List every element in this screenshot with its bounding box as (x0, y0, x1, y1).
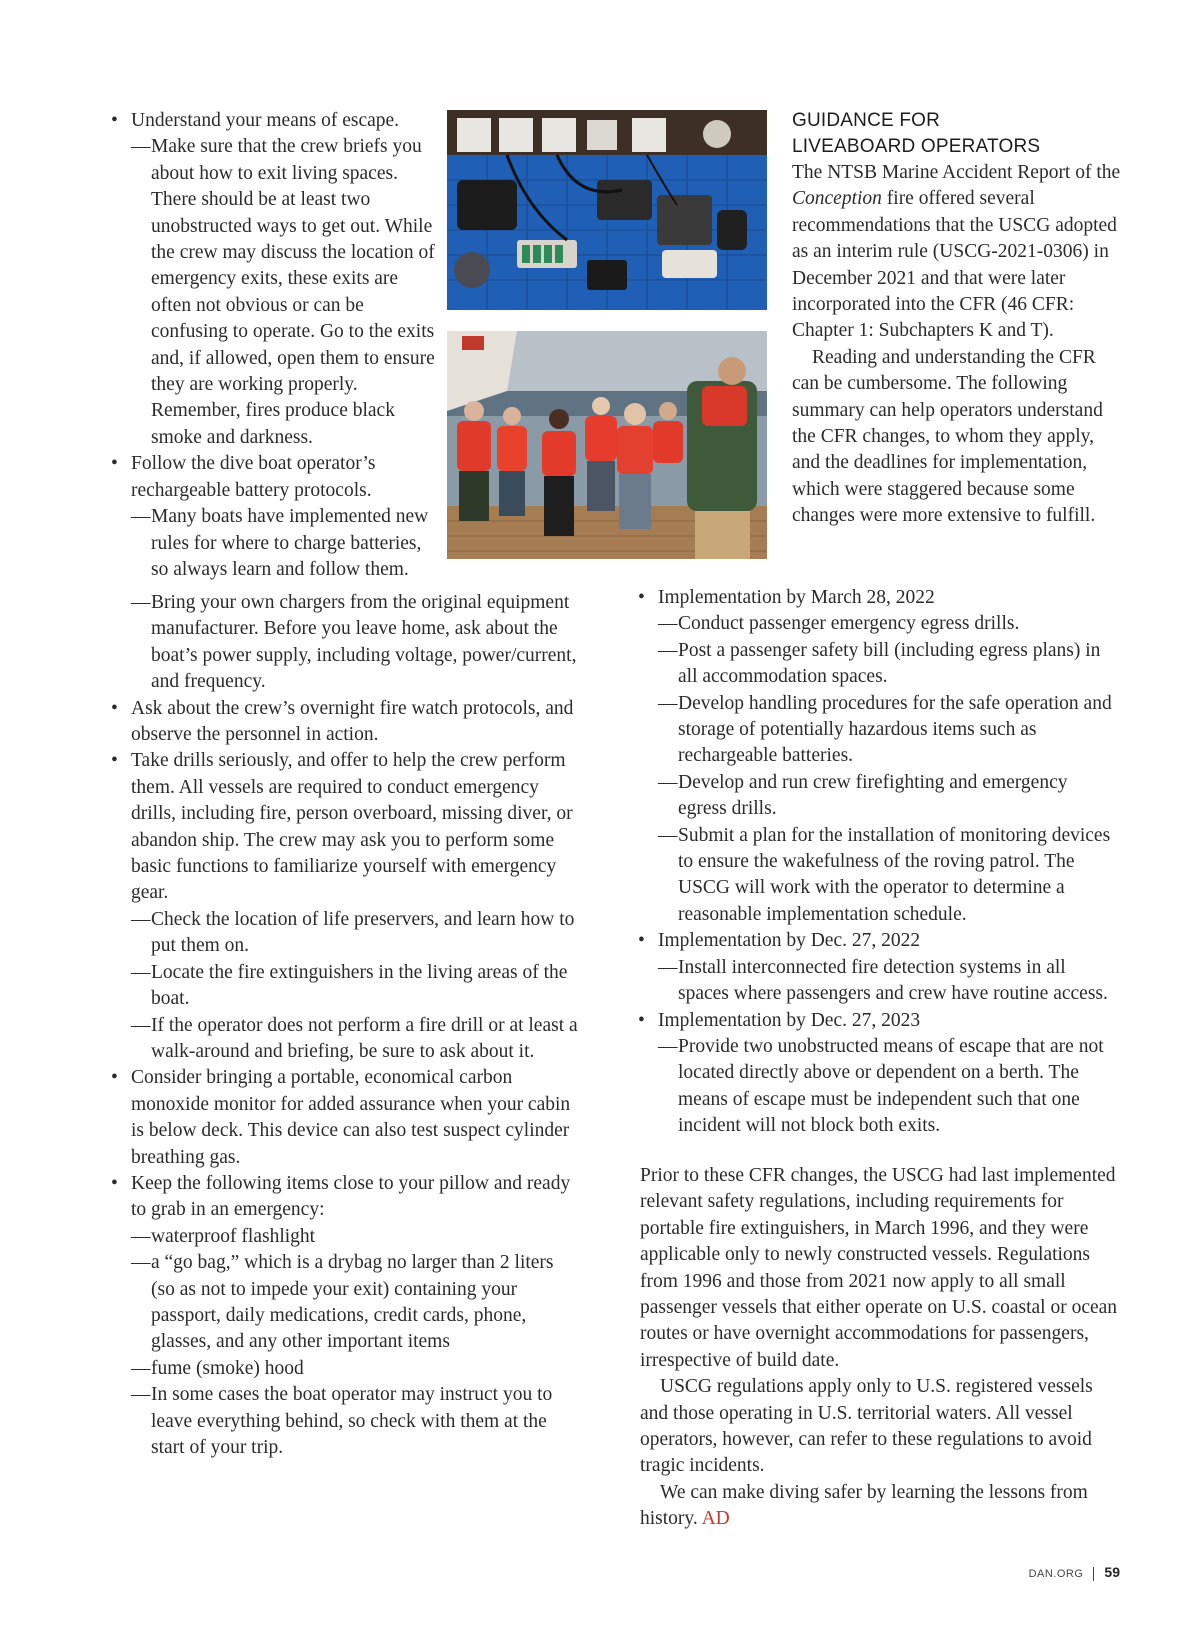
implementation-date: Implementation by Dec. 27, 2023 (658, 1009, 921, 1031)
closing-para3-text: We can make diving safer by learning the lessons from history. (640, 1481, 1088, 1530)
list-item (111, 108, 441, 451)
sub-item: — Submit a plan for the installation of monitoring devices to ensure the wakefulness of the roving patrol. The USCG will work with the operator to determine a reasonable implementation schedule. (658, 823, 1118, 929)
sub-item: — Many boats have implemented new rules for where to charge batteries, so always learn and follow them. (131, 504, 441, 583)
implementation-item (638, 1008, 1118, 1140)
item-text: Ask about the crew’s overnight fire watch protocols, and observe the personnel in action. (131, 697, 574, 746)
sub-list (131, 590, 581, 696)
sub-item: — Make sure that the crew briefs you about how to exit living spaces. There should be at least two unobstructed ways to get out. While the crew may discuss the location of emergency exits, these exits are often not obvious or can be confusing to operate. Go to the exits and, if allowed, open them to ensure they are working properly. Remember, fires produce black smoke and darkness. (131, 134, 441, 451)
sub-item: — Provide two unobstructed means of escape that are not located directly above or dependent on a berth. The means of escape must be independent such that one incident will not block both exits. (658, 1034, 1118, 1140)
sub-item: — Post a passenger safety bill (including egress plans) in all accommodation spaces. (658, 638, 1118, 691)
end-mark: AD (701, 1508, 730, 1530)
sub-item: — Develop handling procedures for the safe operation and storage of potentially hazardous items such as rechargeable batteries. (658, 691, 1118, 770)
sub-item: — If the operator does not perform a fire drill or at least a walk-around and briefing, be sure to ask about it. (131, 1013, 581, 1066)
sub-item: — Bring your own chargers from the original equipment manufacturer. Before you leave home, ask about the boat’s power supply, including voltage, power/current, and frequency. (131, 590, 581, 696)
sub-item: — Develop and run crew firefighting and emergency egress drills. (658, 770, 1118, 823)
closing-paragraph-2: USCG regulations apply only to U.S. registered vessels and those operating in U.S. territorial waters. All vessel operators, however, can refer to these regulations to avoid tragic incidents. (640, 1376, 1093, 1477)
charging-station-image (447, 110, 767, 310)
list-item (111, 1065, 581, 1171)
sidebar-guidance (792, 108, 1122, 530)
vessel-name: Conception (792, 188, 882, 210)
sub-list (131, 1224, 581, 1462)
item-text: Follow the dive boat operator’s rechargeable battery protocols. (131, 453, 376, 501)
left-column-bottom (111, 590, 581, 1461)
item-text: Take drills seriously, and offer to help the crew perform them. All vessels are required to conduct emergency drills, including fire, person overboard, missing diver, or abandon ship. The crew may ask you to perform some basic functions to familiarize yourself with emergency gear. (131, 750, 573, 904)
list-item (111, 748, 581, 1065)
item-text: Consider bringing a portable, economical carbon monoxide monitor for added assurance when your cabin is below deck. This device can also test suspect cylinder breathing gas. (131, 1067, 571, 1168)
sidebar-paragraph-2: Reading and understanding the CFR can be cumbersome. The following summary can help operators understand the CFR changes, to whom they apply, and the deadlines for implementation, which were staggered because some changes were more extensive to fulfill. (792, 346, 1103, 527)
sidebar-heading-line2: LIVEABOARD OPERATORS (792, 136, 1041, 157)
implementation-item (638, 585, 1118, 928)
sub-list (131, 907, 581, 1065)
sidebar-heading-line1: GUIDANCE FOR (792, 110, 941, 131)
sub-list (131, 134, 441, 451)
lifejacket-drill-image (447, 331, 767, 559)
sub-list (658, 955, 1118, 1008)
sidebar-para1-start: The NTSB Marine Accident Report of the (792, 162, 1121, 183)
footer-divider (1093, 1567, 1094, 1581)
page-footer (1029, 1564, 1120, 1581)
closing-paragraph-1: Prior to these CFR changes, the USCG had last implemented relevant safety regulations, including requirements for portable fire extinguishers, in March 1996, and they were applicable only to newly constructed vessels. Regulations from 1996 and those from 2021 now apply to all small passenger vessels that either operate on U.S. coastal or ocean routes or have overnight accommodations for passengers, irrespective of build date. (640, 1165, 1118, 1371)
list-item (111, 1171, 581, 1461)
sidebar-heading (792, 108, 1122, 160)
sub-list (131, 504, 441, 583)
implementation-date: Implementation by March 28, 2022 (658, 587, 935, 608)
sub-item: — Install interconnected fire detection systems in all spaces where passengers and crew have routine access. (658, 955, 1118, 1008)
implementation-list (638, 585, 1118, 1140)
implementation-section (638, 585, 1118, 1140)
list-item (111, 451, 441, 583)
list-item-continued (111, 590, 581, 696)
closing-paragraph-3 (640, 1480, 1120, 1533)
footer-site[interactable]: DAN.ORG (1028, 1568, 1084, 1580)
implementation-item (638, 928, 1118, 1007)
item-text: Understand your means of escape. (131, 110, 400, 131)
closing-section (640, 1163, 1120, 1533)
left-list-bottom (111, 590, 581, 1461)
sub-item: — a “go bag,” which is a drybag no larger than 2 liters (so as not to impede your exit) containing your passport, daily medications, credit cards, phone, glasses, and any other important items (131, 1250, 581, 1356)
sub-item: — Locate the fire extinguishers in the living areas of the boat. (131, 960, 581, 1013)
sub-list (658, 1034, 1118, 1140)
sub-item: — Check the location of life preservers, and learn how to put them on. (131, 907, 581, 960)
sub-list (658, 611, 1118, 928)
sidebar-paragraph-1 (792, 160, 1122, 345)
left-column-top (111, 108, 441, 583)
left-list-top (111, 108, 441, 583)
sub-item: — Conduct passenger emergency egress drills. (658, 611, 1118, 637)
sub-item: — fume (smoke) hood (131, 1356, 581, 1382)
photo-lifejacket-drill (447, 331, 767, 559)
implementation-date: Implementation by Dec. 27, 2022 (658, 930, 921, 952)
list-item (111, 696, 581, 749)
page-number: 59 (1104, 1564, 1120, 1580)
sub-item: — waterproof flashlight (131, 1224, 581, 1250)
item-text: Keep the following items close to your pillow and ready to grab in an emergency: (131, 1172, 571, 1221)
sidebar-para1-end: fire offered several recommendations that the USCG adopted as an interim rule (USCG-2021-0306) in December 2021 and that were later incorporated into the CFR (46 CFR: Chapter 1: Subchapters K and T). (792, 188, 1117, 342)
photo-charging-station (447, 110, 767, 310)
sub-item: — In some cases the boat operator may instruct you to leave everything behind, so check with them at the start of your trip. (131, 1382, 581, 1461)
